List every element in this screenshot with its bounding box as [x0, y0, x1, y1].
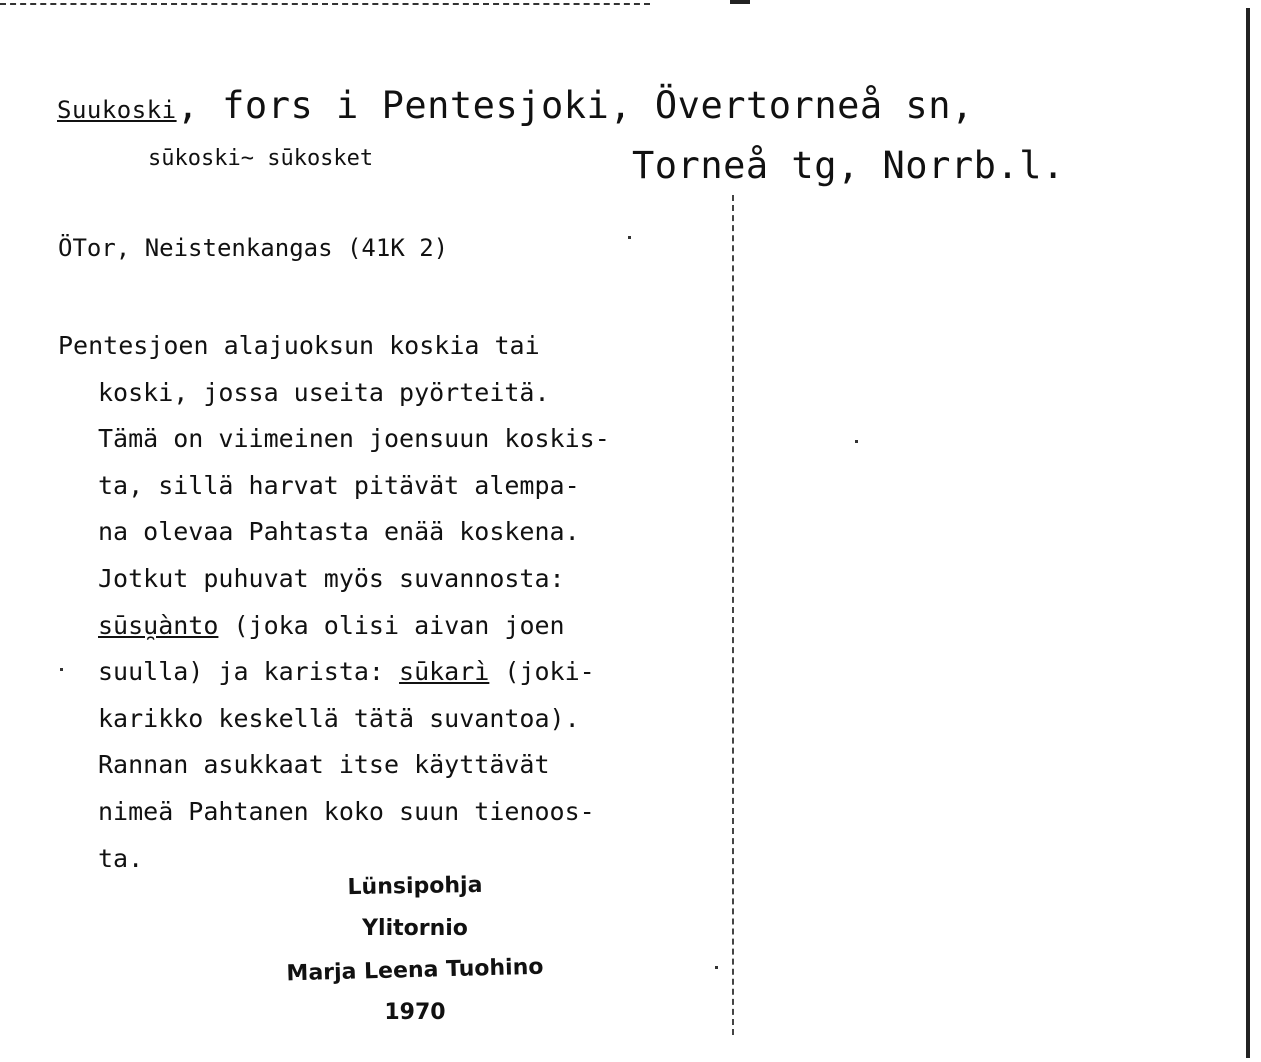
body-line: nimeä Pahtanen koko suun tienoos-: [98, 796, 595, 826]
place-name: Suukoski: [57, 96, 177, 124]
card-right-edge: [1246, 8, 1250, 1058]
pronunciation: sūkoski~ sūkosket: [148, 146, 374, 171]
speck: [855, 440, 858, 443]
description-text: [58, 323, 738, 882]
collector-stamp: [245, 866, 585, 1034]
top-edge-mark: [730, 0, 750, 4]
stamp-year: 1970: [384, 1000, 446, 1025]
stamp-village: Lünsipohja: [347, 872, 483, 901]
body-line: karikko keskellä tätä suvantoa).: [98, 703, 580, 733]
dialect-term: sūkarì: [399, 657, 490, 687]
heading-line-1: [57, 84, 974, 127]
body-line: ta.: [98, 843, 144, 873]
source-location: ÖTor, Neistenkangas (41K 2): [58, 234, 449, 262]
stamp-parish: Ylitornio: [362, 916, 468, 941]
body-line: Tämä on viimeinen joensuun koskis-: [98, 424, 610, 454]
body-line: koski, jossa useita pyörteitä.: [98, 377, 550, 407]
speck: [715, 966, 718, 969]
speck: [628, 236, 631, 239]
dialect-term: sūsu̯ànto: [98, 610, 219, 640]
top-edge-rule: [0, 3, 650, 5]
stamp-collector-name: Marja Leena Tuohino: [286, 954, 544, 987]
body-line: ta, sillä harvat pitävät alempa-: [98, 470, 580, 500]
speck: [60, 668, 63, 671]
heading-description: , fors i Pentesjoki, Övertorneå sn,: [176, 84, 974, 127]
heading-line-2: Torneå tg, Norrb.l.: [632, 144, 1065, 187]
body-line: Pentesjoen alajuoksun koskia tai: [58, 331, 540, 360]
body-line: Jotkut puhuvat myös suvannosta:: [98, 563, 565, 593]
body-line: sūsu̯ànto (joka olisi aivan joen: [98, 610, 565, 640]
body-line: Rannan asukkaat itse käyttävät: [98, 750, 550, 780]
body-line: suulla) ja karista: sūkarì (joki-: [98, 657, 595, 687]
body-line: na olevaa Pahtasta enää koskena.: [98, 517, 580, 547]
